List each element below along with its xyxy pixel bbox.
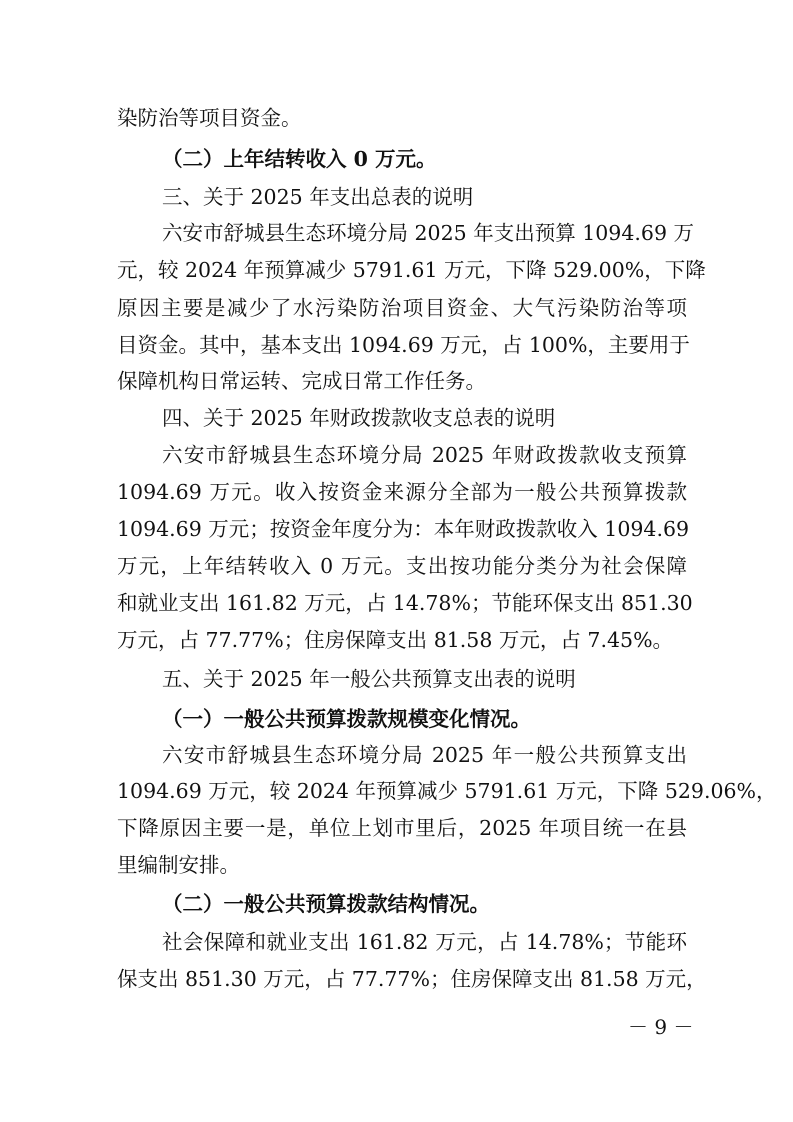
section-heading: 五、关于 2025 年一般公共预算支出表的说明 <box>162 667 576 691</box>
paragraph-line: 六安市舒城县生态环境分局 2025 年一般公共预算支出 <box>162 743 687 767</box>
paragraph-line: 六安市舒城县生态环境分局 2025 年支出预算 1094.69 万 <box>162 221 695 245</box>
paragraph-line: 万元，占 77.77%；住房保障支出 81.58 万元，占 7.45%。 <box>117 628 674 652</box>
paragraph-line: 保障机构日常运转、完成日常工作任务。 <box>117 369 486 393</box>
paragraph-line: 1094.69 万元；按资金年度分为：本年财政拨款收入 1094.69 <box>117 517 690 541</box>
paragraph-line: 元，较 2024 年预算减少 5791.61 万元，下降 529.00%，下降 <box>117 258 706 282</box>
paragraph-line: 1094.69 万元。收入按资金来源分全部为一般公共预算拨款 <box>117 480 687 504</box>
page-number: － 9 － <box>628 1015 694 1039</box>
paragraph-line: 里编制安排。 <box>117 853 240 877</box>
paragraph-line: 和就业支出 161.82 万元，占 14.78%；节能环保支出 851.30 <box>117 591 693 615</box>
subheading: （二）一般公共预算拨款结构情况。 <box>162 892 490 916</box>
section-heading: 四、关于 2025 年财政拨款收支总表的说明 <box>162 406 556 430</box>
subheading: （一）一般公共预算拨款规模变化情况。 <box>162 707 531 731</box>
paragraph-line: 保支出 851.30 万元，占 77.77%；住房保障支出 81.58 万元， <box>117 967 707 991</box>
paragraph-line: 社会保障和就业支出 161.82 万元，占 14.78%；节能环 <box>162 930 687 954</box>
paragraph-line: 染防治等项目资金。 <box>117 106 302 130</box>
section-heading: 三、关于 2025 年支出总表的说明 <box>162 185 474 209</box>
paragraph-line: 原因主要是减少了水污染防治项目资金、大气污染防治等项 <box>117 296 687 320</box>
paragraph-line: 万元，上年结转收入 0 万元。支出按功能分类分为社会保障 <box>117 554 687 578</box>
subheading: （二）上年结转收入 0 万元。 <box>162 147 437 171</box>
paragraph-line: 下降原因主要一是，单位上划市里后，2025 年项目统一在县 <box>117 816 687 840</box>
paragraph-line: 目资金。其中，基本支出 1094.69 万元，占 100%，主要用于 <box>117 333 690 357</box>
paragraph-line: 六安市舒城县生态环境分局 2025 年财政拨款收支预算 <box>162 443 687 467</box>
paragraph-line: 1094.69 万元，较 2024 年预算减少 5791.61 万元，下降 529.06%， <box>117 779 777 803</box>
